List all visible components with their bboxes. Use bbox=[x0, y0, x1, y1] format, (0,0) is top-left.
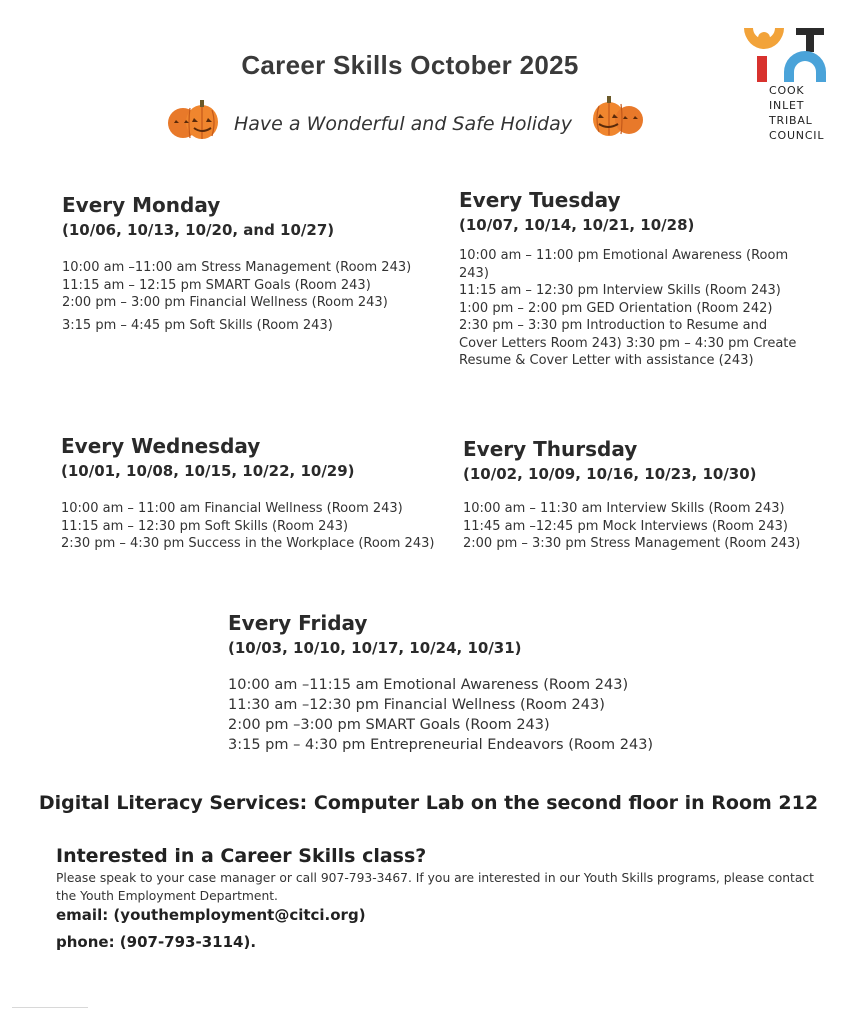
wednesday-dates: (10/01, 10/08, 10/15, 10/22, 10/29) bbox=[61, 462, 355, 480]
session-item: 2:00 pm –3:00 pm SMART Goals (Room 243) bbox=[228, 717, 550, 733]
monday-title: Every Monday bbox=[62, 193, 221, 217]
session-item: 10:00 am – 11:00 pm Emotional Awareness (Room 243) bbox=[459, 248, 789, 281]
session-item: 11:15 am – 12:30 pm Interview Skills (Room 243) bbox=[459, 283, 781, 298]
tuesday-title: Every Tuesday bbox=[459, 188, 621, 212]
logo-line: TRIBAL bbox=[769, 114, 813, 127]
contact-phone[interactable]: phone: (907-793-3114). bbox=[56, 933, 257, 951]
wednesday-title: Every Wednesday bbox=[61, 434, 261, 458]
contact-email[interactable]: email: (youthemployment@citci.org) bbox=[56, 906, 366, 924]
session-item: 11:15 am – 12:30 pm Soft Skills (Room 243) bbox=[61, 518, 349, 534]
session-item: 2:00 pm – 3:00 pm Financial Wellness (Room 243) bbox=[62, 295, 388, 310]
friday-sessions bbox=[228, 675, 653, 755]
monday-sessions bbox=[62, 259, 411, 334]
session-item: 11:30 am –12:30 pm Financial Wellness (Room 243) bbox=[228, 697, 605, 713]
holiday-greeting: Have a Wonderful and Safe Holiday bbox=[234, 113, 572, 135]
session-item: 10:00 am –11:00 am Stress Management (Room 243) bbox=[62, 260, 412, 275]
tuesday-section bbox=[459, 188, 804, 370]
pumpkin-icon bbox=[591, 94, 645, 138]
session-item: 2:30 pm – 3:30 pm Introduction to Resume and Cover Letters Room 243) 3:30 pm – 4:30 pm Create Resume & Cover Letter with assistance (243) bbox=[459, 318, 797, 368]
page-title: Career Skills October 2025 bbox=[241, 50, 579, 80]
thursday-dates: (10/02, 10/09, 10/16, 10/23, 10/30) bbox=[463, 465, 757, 483]
session-item: 3:15 pm – 4:30 pm Entrepreneurial Endeavors (Room 243) bbox=[228, 737, 654, 753]
interest-heading: Interested in a Career Skills class? bbox=[56, 845, 427, 867]
session-item: 11:15 am – 12:15 pm SMART Goals (Room 243) bbox=[62, 277, 371, 293]
session-item: 10:00 am –11:15 am Emotional Awareness (Room 243) bbox=[228, 677, 629, 693]
monday-dates: (10/06, 10/13, 10/20, and 10/27) bbox=[62, 221, 335, 239]
wednesday-sessions bbox=[61, 500, 434, 553]
friday-dates: (10/03, 10/10, 10/17, 10/24, 10/31) bbox=[228, 639, 522, 657]
logo-line: INLET bbox=[769, 99, 805, 112]
interest-body: Please speak to your case manager or call 907-793-3467. If you are interested in our Youth Skills programs, please contact the Youth Employment Department. bbox=[56, 871, 814, 903]
logo-text bbox=[769, 83, 824, 143]
wednesday-section bbox=[61, 434, 434, 553]
session-item: 2:00 pm – 3:30 pm Stress Management (Room 243) bbox=[463, 536, 801, 551]
session-item: 3:15 pm – 4:45 pm Soft Skills (Room 243) bbox=[62, 317, 333, 333]
session-item: 10:00 am – 11:30 am Interview Skills (Room 243) bbox=[463, 501, 785, 516]
thursday-section bbox=[463, 437, 800, 553]
session-item: 1:00 pm – 2:00 pm GED Orientation (Room 242) bbox=[459, 300, 773, 316]
monday-section bbox=[62, 193, 411, 334]
pumpkin-icon bbox=[166, 98, 220, 142]
thursday-sessions bbox=[463, 500, 800, 553]
logo-line: COOK bbox=[769, 84, 805, 97]
tuesday-sessions bbox=[459, 247, 804, 370]
footer-divider bbox=[12, 1007, 88, 1008]
digital-literacy-notice: Digital Literacy Services: Computer Lab on the second floor in Room 212 bbox=[38, 792, 819, 814]
logo-line: COUNCIL bbox=[769, 129, 825, 142]
friday-title: Every Friday bbox=[228, 611, 368, 635]
thursday-title: Every Thursday bbox=[463, 437, 638, 461]
tuesday-dates: (10/07, 10/14, 10/21, 10/28) bbox=[459, 216, 695, 234]
session-item: 2:30 pm – 4:30 pm Success in the Workplace (Room 243) bbox=[61, 536, 435, 551]
session-item: 10:00 am – 11:00 am Financial Wellness (Room 243) bbox=[61, 501, 403, 516]
session-item: 11:45 am –12:45 pm Mock Interviews (Room 243) bbox=[463, 518, 788, 534]
friday-section bbox=[228, 611, 653, 755]
